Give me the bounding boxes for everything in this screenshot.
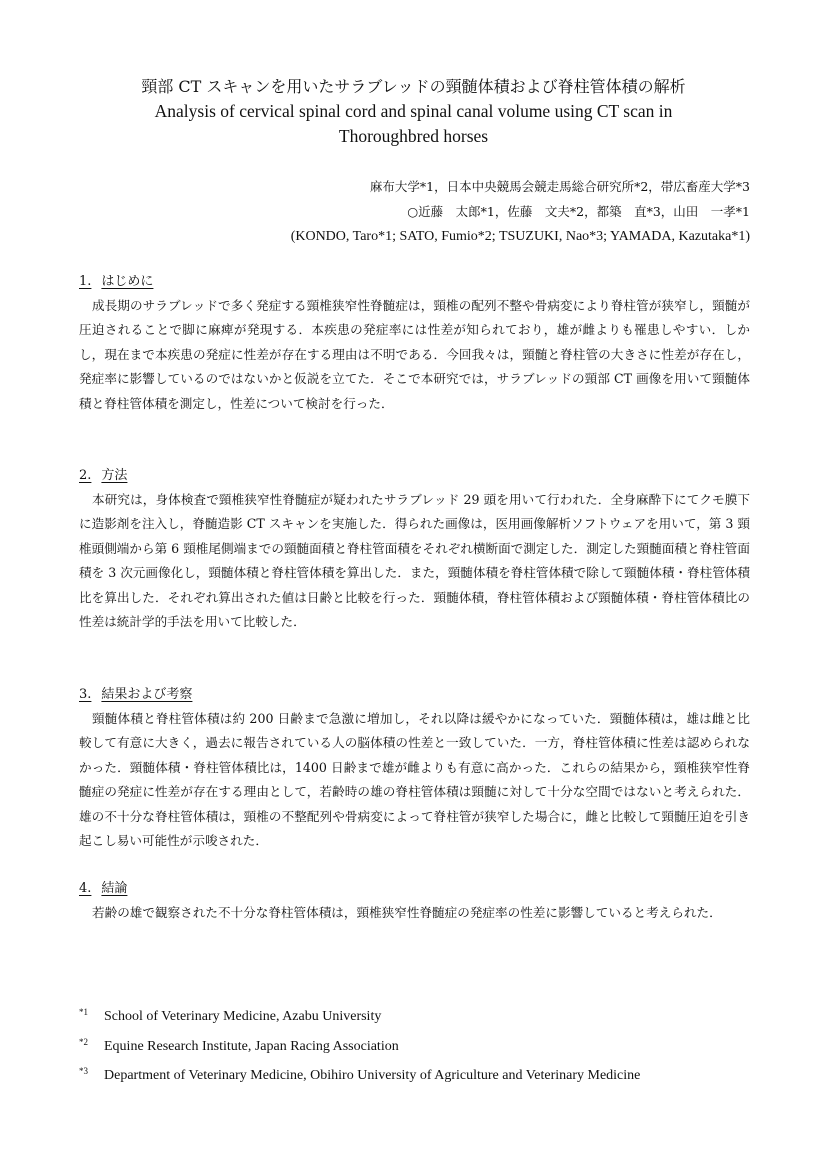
- section-heading: [79, 466, 750, 486]
- author-block: [70, 174, 750, 249]
- section-conclusion: [79, 879, 750, 925]
- section-title: 結果および考察: [101, 687, 193, 702]
- footnote: [79, 1059, 759, 1089]
- title-english-line-1: Analysis of cervical spinal cord and spinal canal volume using CT scan in: [154, 101, 673, 121]
- section-number: 2.: [79, 468, 92, 483]
- section-methods: [79, 466, 750, 634]
- author-names-japanese: ○近藤 太郎*1，佐藤 文夫*2，都築 直*3，山田 一孝*1: [407, 204, 750, 219]
- footnote-text: Department of Veterinary Medicine, Obihiro University of Agriculture and Veterinary Medicine: [104, 1068, 641, 1083]
- section-title: 方法: [101, 468, 128, 483]
- footnote-text: Equine Research Institute, Japan Racing Association: [104, 1038, 399, 1054]
- footnote-text: School of Veterinary Medicine, Azabu University: [104, 1009, 382, 1024]
- author-names-english: (KONDO, Taro*1; SATO, Fumio*2; TSUZUKI, Nao*3; YAMADA, Kazutaka*1): [290, 229, 750, 244]
- section-number: 1.: [79, 274, 92, 289]
- footnote-mark: *3: [79, 1066, 88, 1076]
- section-title: はじめに: [101, 274, 154, 289]
- section-body: 本研究は，身体検査で頸椎狭窄性脊髄症が疑われたサラブレッド 29 頭を用いて行われた．全身麻酔下にてクモ膜下に造影剤を注入し，脊髄造影 CT スキャンを実施した．得られた画像は，医用画像解析ソフトウェアを用いて，第 3 頸椎頭側端から第 6 頸椎尾側端までの頸髄面積と脊柱管面積をそれぞれ横断面で測定した．測定した頸髄面積と脊柱管面積を 3 次元画像化し，頸髄体積と脊柱管体積を算出した．また，頸髄体積を脊柱管体積で除して頸髄体積・脊柱管体積比を算出した．それぞれ算出された値は日齢と比較を行った．頸髄体積，脊柱管体積および頸髄体積・脊柱管体積比の性差は統計学的手法を用いて比較した．: [79, 492, 750, 630]
- title-english: [60, 99, 767, 149]
- section-number: 3.: [79, 687, 92, 702]
- affiliations-line: 麻布大学*1，日本中央競馬会競走馬総合研究所*2，帯広畜産大学*3: [369, 179, 750, 194]
- footnote-mark: *2: [79, 1036, 88, 1047]
- section-heading: [79, 685, 750, 705]
- footnote: [79, 1000, 759, 1030]
- section-title: 結論: [101, 881, 128, 896]
- section-body: 成長期のサラブレッドで多く発症する頸椎狭窄性脊髄症は，頸椎の配列不整や骨病変により脊柱管が狭窄し，頸髄が圧迫されることで脚に麻痺が発現する．本疾患の発症率には性差が知られており，雄が雌よりも罹患しやすい．しかし，現在まで本疾患の発症に性差が存在する理由は不明である．今回我々は，頸髄と脊柱管の大きさに性差が存在し，発症率に影響しているのではないかと仮説を立てた．そこで本研究では，サラブレッドの頸部 CT 画像を用いて頸髄体積と脊柱管体積を測定し，性差について検討を行った．: [79, 298, 750, 411]
- section-body: 頸髄体積と脊柱管体積は約 200 日齢まで急激に増加し，それ以降は緩やかになっていた．頸髄体積は，雄は雌と比較して有意に大きく，過去に報告されている人の脳体積の性差と一致していた．一方，脊柱管体積に性差は認められなかった．頸髄体積・脊柱管体積比は，1400 日齢まで雄が雌よりも有意に高かった．これらの結果から，頸椎狭窄性脊髄症の発症に性差が存在する理由として，若齢時の雄の脊柱管体積は頸髄に対して十分な空間ではないと考えられた．雄の不十分な脊柱管体積は，頸椎の不整配列や骨病変によって脊柱管が狭窄した場合に，雌と比較して頸髄圧迫を引き起こし易い可能性が示唆された．: [79, 711, 750, 849]
- section-body: 若齢の雄で観察された不十分な脊柱管体積は，頸椎狭窄性脊髄症の発症率の性差に影響していると考えられた．: [92, 905, 722, 920]
- section-introduction: [79, 272, 750, 416]
- title-japanese: 頸部 CT スキャンを用いたサラブレッドの頸髄体積および脊柱管体積の解析: [141, 77, 686, 96]
- footnote: [79, 1030, 759, 1060]
- section-results-discussion: [79, 685, 750, 853]
- section-heading: [79, 272, 750, 292]
- section-heading: [79, 879, 750, 899]
- footnotes: [79, 1000, 759, 1089]
- title-english-line-2: Thoroughbred horses: [338, 126, 489, 146]
- title-block: [60, 76, 767, 149]
- footnote-mark: *1: [79, 1007, 88, 1017]
- section-number: 4.: [79, 881, 92, 896]
